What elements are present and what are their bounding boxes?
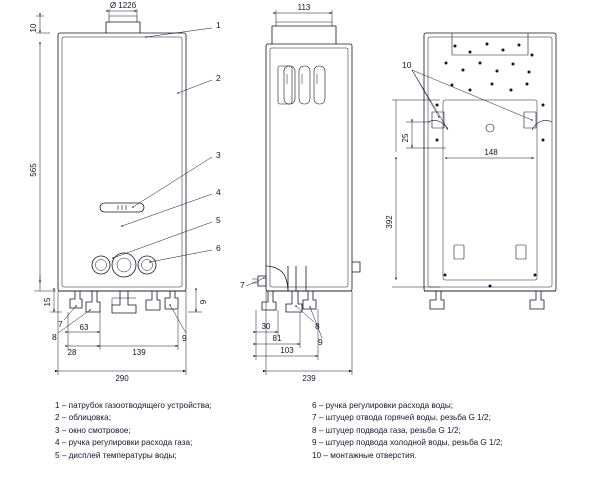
callout-10-rear: 10 [402, 60, 412, 70]
dim-height-total: 565 [29, 163, 38, 177]
legend-item: 3 – окно смотровое; [55, 425, 131, 435]
dim-front-width: 290 [115, 374, 129, 383]
dim-rear-height: 392 [385, 215, 394, 229]
callout-8-front: 8 [52, 332, 57, 342]
dim-base-b: 63 [79, 323, 89, 332]
dim-top-diameter: Ø 122б [109, 1, 137, 10]
dim-bottom-left-height: 15 [43, 297, 52, 307]
legend-item: 6 – ручка регулировки расхода воды; [312, 401, 454, 410]
legend-item: 4 – ручка регулировки расхода газа; [55, 438, 193, 448]
callout-2: 2 [216, 73, 221, 83]
dim-base-c: 139 [132, 348, 146, 357]
side-dimensions [256, 10, 352, 375]
legend-item: 10 – монтажные отверстия. [312, 450, 417, 460]
front-view-geometry [58, 16, 186, 313]
callout-8-side: 8 [315, 321, 320, 331]
dim-side-c: 103 [280, 346, 294, 355]
legend-item: 7 – штуцер отвода горячей воды, резьба G 1/2; [312, 413, 491, 423]
dim-rear-horiz: 148 [484, 148, 498, 157]
legend-column-left [55, 400, 298, 462]
callout-1: 1 [216, 20, 221, 30]
legend-item: 2 – облицовка; [55, 413, 111, 423]
side-view-geometry [252, 22, 360, 312]
callout-9-front: 9 [182, 333, 187, 343]
legend-item: 9 – штуцер подвода холодной воды, резьба G 1/2; [312, 438, 503, 448]
dim-top-offset: 10 [29, 23, 38, 33]
callout-3: 3 [216, 150, 221, 160]
legend-item: 5 – дисплей температуры воды; [55, 450, 177, 460]
legend-item: 8 – штуцер подвода газа, резьба G 1/2; [312, 425, 461, 435]
rear-view-geometry [424, 33, 556, 309]
callout-7-side: 7 [240, 280, 245, 290]
legend-item: 1 – патрубок газоотводящего устройства; [55, 401, 212, 410]
callout-4: 4 [216, 187, 221, 197]
dim-base-a: 28 [67, 348, 77, 357]
dim-bottom-right-height: 9 [199, 299, 208, 305]
dim-side-width: 239 [302, 374, 316, 383]
legend-column-right [312, 400, 555, 462]
dim-rear-vert-small: 25 [401, 133, 410, 143]
dim-side-a: 30 [261, 322, 271, 331]
callout-7-front: 7 [58, 319, 63, 329]
legend [55, 400, 555, 462]
callout-9-side: 9 [318, 337, 323, 347]
callout-numbers [52, 20, 412, 347]
dim-side-top-width: 113 [297, 3, 311, 12]
callout-6: 6 [216, 243, 221, 253]
callout-5: 5 [216, 215, 221, 225]
dim-side-b: 81 [272, 334, 282, 343]
